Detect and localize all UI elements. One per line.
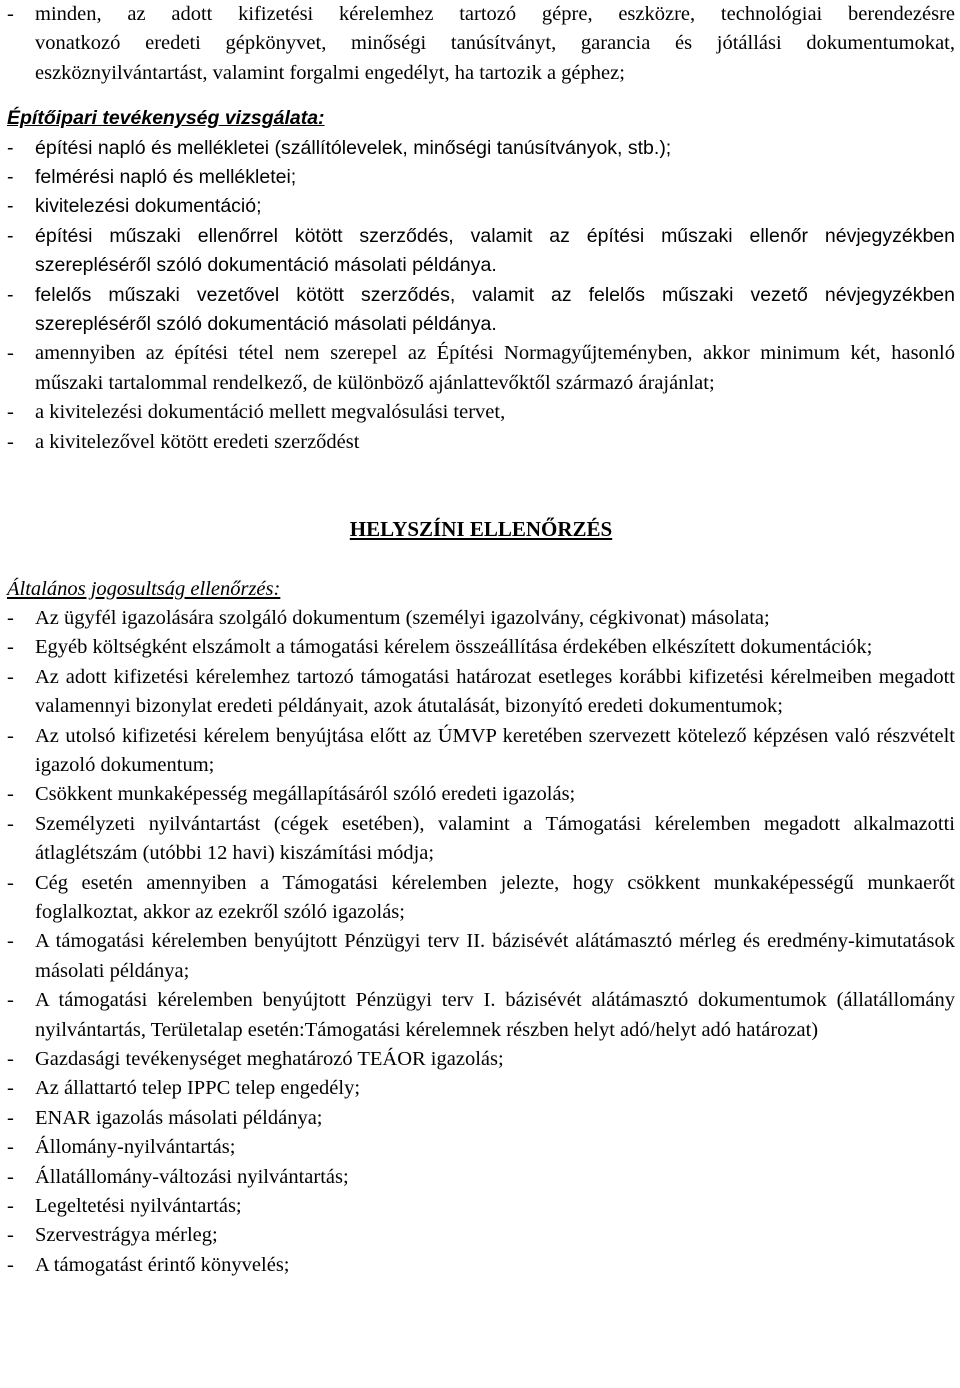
- list-item: - a kivitelezővel kötött eredeti szerződést: [7, 430, 360, 453]
- construction-list: [7, 134, 955, 340]
- list-item: - Cég esetén amennyiben a Támogatási kérelemben jelezte, hogy csökkent munkaképességű munkaerőt foglalkoztat, akkor az ezekről szóló igazolás;: [7, 871, 955, 923]
- list-item: - ENAR igazolás másolati példánya;: [7, 1106, 323, 1129]
- list-item: - Az adott kifizetési kérelemhez tartozó támogatási határozat esetleges korábbi kifizetési kérelmeiben megadott valamennyi bizonylat eredeti példányait, azok átutalását, bizonyító eredeti dokumentumok;: [7, 665, 955, 718]
- document-body: [7, 0, 955, 1280]
- section-title: HELYSZÍNI ELLENŐRZÉS: [349, 517, 613, 542]
- list-item: [7, 0, 955, 29]
- list-item: - A támogatási kérelemben benyújtott Pénzügyi terv I. bázisévét alátámasztó dokumentumok (állatállomány nyilvántartás, Területalap esetén:Támogatási kérelemnek részben helyt adó/helyt adó határozat): [7, 989, 955, 1041]
- list-item: - Legeltetési nyilvántartás;: [7, 1195, 242, 1218]
- list-item: - Az utolsó kifizetési kérelem benyújtása előtt az ÚMVP keretében szervezett kötelező képzésen való részvételt igazoló dokumentum;: [7, 724, 955, 776]
- list-item: - amennyiben az építési tétel nem szerepel az Építési Normagyűjteményben, akkor minimum két, hasonló műszaki tartalommal rendelkező, de különböző ajánlattevőktől származó árajánlat;: [7, 342, 955, 394]
- list-item-text: vonatkozó eredeti gépkönyvet, minőségi tanúsítványt, garancia és jótállási dokumentumokat, eszköznyilvántartást, valamint forgalmi engedélyt, ha tartozik a géphez;: [35, 32, 955, 84]
- list-item: - A támogatást érintő könyvelés;: [7, 1253, 290, 1276]
- list-item: - építési napló és mellékletei (szállítólevelek, minőségi tanúsítványok, stb.);: [7, 136, 672, 159]
- list-item: - építési műszaki ellenőrrel kötött szerződés, valamit az építési műszaki ellenőr névjegyzékben szerepléséről szóló dokumentáció másolati példánya.: [7, 224, 955, 277]
- list-item: - Állomány-nyilvántartás;: [7, 1136, 236, 1159]
- list-item: - Szervestrágya mérleg;: [7, 1224, 218, 1247]
- list-item: - felelős műszaki vezetővel kötött szerződés, valamit az felelős műszaki vezető névjegyzékben szerepléséről szóló dokumentáció másolati példánya.: [7, 283, 955, 336]
- list-item: - Személyzeti nyilvántartást (cégek esetében), valamint a Támogatási kérelemben megadott alkalmazotti átlaglétszám (utóbbi 12 havi) kiszámítási módja;: [7, 812, 955, 865]
- onsite-check-list: [7, 604, 955, 1280]
- list-item: - Csökkent munkaképesség megállapításáról szóló eredeti igazolás;: [7, 783, 576, 806]
- list-item: - a kivitelezési dokumentáció mellett megvalósulási tervet,: [7, 401, 506, 424]
- list-item: - Az ügyfél igazolására szolgáló dokumentum (személyi igazolvány, cégkivonat) másolata;: [7, 606, 770, 629]
- construction-list-serif: [7, 339, 955, 457]
- list-item-continuation: [7, 29, 955, 88]
- list-item-text: minden, az adott kifizetési kérelemhez tartozó gépre, eszközre, technológiai berendezésre: [35, 3, 955, 25]
- section-subtitle: Általános jogosultság ellenőrzés:: [7, 577, 281, 600]
- list-item: - Állatállomány-változási nyilvántartás;: [7, 1165, 349, 1188]
- list-item: - Gazdasági tevékenységet meghatározó TEÁOR igazolás;: [7, 1048, 504, 1070]
- list-item: - Az állattartó telep IPPC telep engedély;: [7, 1077, 361, 1100]
- list-item: - A támogatási kérelemben benyújtott Pénzügyi terv II. bázisévét alátámasztó mérleg és eredmény-kimutatások másolati példánya;: [7, 930, 955, 982]
- list-item: - Egyéb költségként elszámolt a támogatási kérelem összeállítása érdekében elkészített dokumentációk;: [7, 636, 873, 659]
- construction-heading: Építőipari tevékenység vizsgálata:: [7, 107, 325, 130]
- list-item: - felmérési napló és mellékletei;: [7, 166, 297, 189]
- list-dash: -: [7, 3, 14, 25]
- list-item: - kivitelezési dokumentáció;: [7, 195, 262, 218]
